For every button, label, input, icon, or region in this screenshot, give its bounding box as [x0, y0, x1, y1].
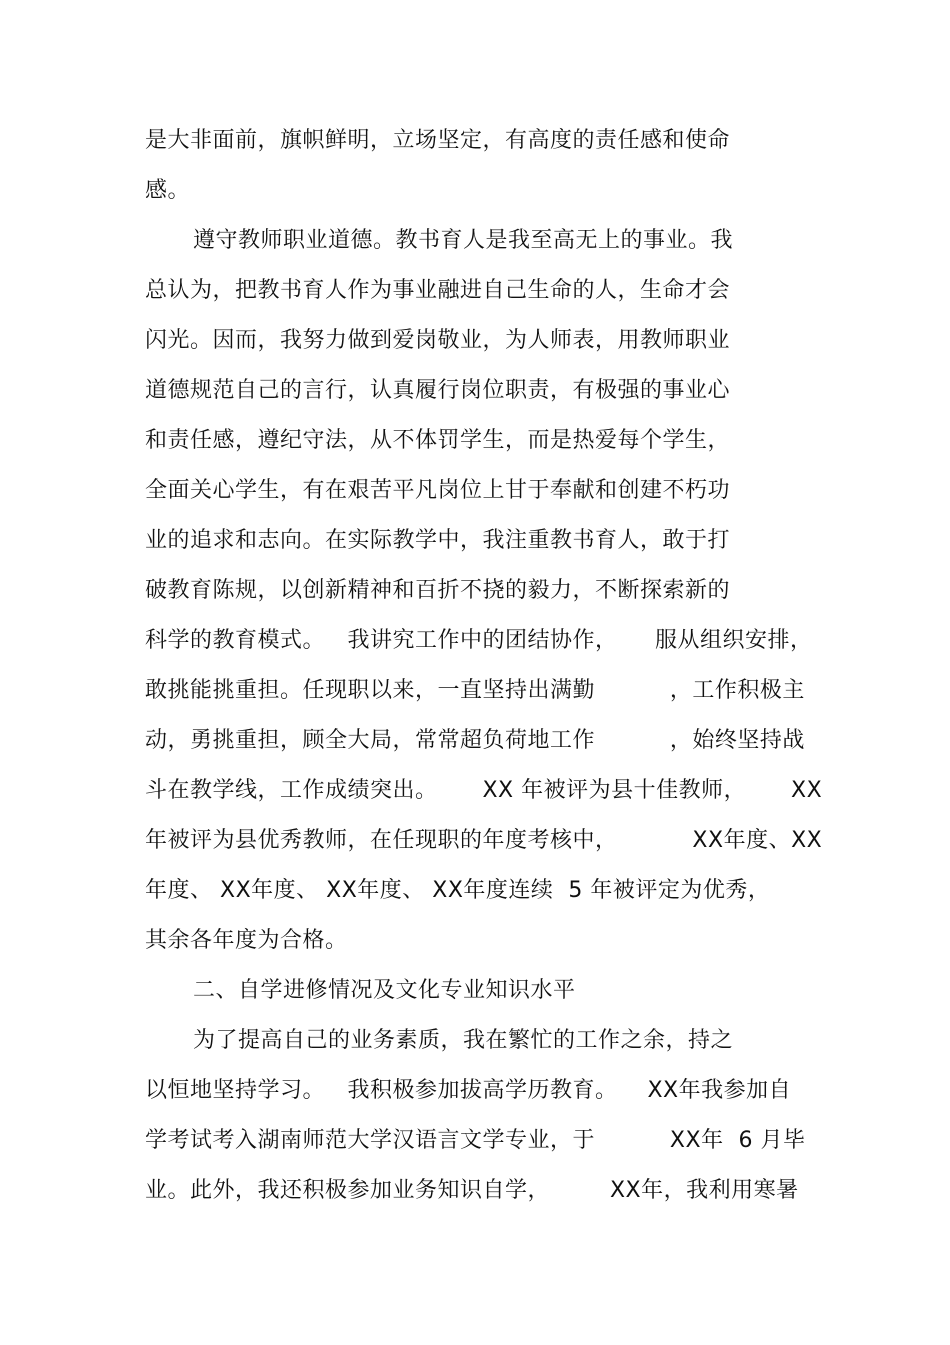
- paragraph-start-line: 为了提高自己的业务素质，我在繁忙的工作之余，持之: [193, 1028, 734, 1053]
- text-line: 科学的教育模式。 我讲究工作中的团结协作， 服从组织安排，: [145, 628, 813, 653]
- text-line: 其余各年度为合格。: [145, 928, 348, 953]
- section-heading: 二、自学进修情况及文化专业知识水平: [193, 978, 576, 1003]
- text-line: 动，勇挑重担，顾全大局，常常超负荷地工作 ，始终坚持战: [145, 728, 805, 753]
- text-line: 学考试考入湖南师范大学汉语言文学专业，于 XX年 6 月毕: [145, 1128, 806, 1153]
- text-line: 破教育陈规，以创新精神和百折不挠的毅力，不断探索新的: [145, 578, 731, 603]
- text-line: 道德规范自己的言行，认真履行岗位职责，有极强的事业心: [145, 378, 731, 403]
- text-line: 是大非面前，旗帜鲜明，立场坚定，有高度的责任感和使命: [145, 128, 731, 153]
- text-line: 和责任感，遵纪守法，从不体罚学生，而是热爱每个学生，: [145, 428, 731, 453]
- text-line: 年度、 XX年度、 XX年度、 XX年度连续 5 年被评定为优秀，: [145, 878, 771, 903]
- text-line: 感。: [145, 178, 191, 203]
- text-line: 总认为，把教书育人作为事业融进自己生命的人，生命才会: [145, 278, 731, 303]
- text-line: 敢挑能挑重担。任现职以来，一直坚持出满勤 ，工作积极主: [145, 678, 805, 703]
- paragraph-start-line: 遵守教师职业道德。教书育人是我至高无上的事业。我: [193, 228, 734, 253]
- text-line: 业。此外，我还积极参加业务知识自学， XX年，我利用寒暑: [145, 1178, 799, 1203]
- text-line: 业的追求和志向。在实际教学中，我注重教书育人，敢于打: [145, 528, 731, 553]
- text-line: 以恒地坚持学习。 我积极参加拔高学历教育。 XX年我参加自: [145, 1078, 792, 1103]
- text-line: 年被评为县优秀教师，在任现职的年度考核中， XX年度、XX: [145, 828, 823, 853]
- text-line: 闪光。因而，我努力做到爱岗敬业，为人师表，用教师职业: [145, 328, 731, 353]
- text-line: 斗在教学线，工作成绩突出。 XX 年被评为县十佳教师， XX: [145, 778, 823, 803]
- text-line: 全面关心学生，有在艰苦平凡岗位上甘于奉献和创建不朽功: [145, 478, 731, 503]
